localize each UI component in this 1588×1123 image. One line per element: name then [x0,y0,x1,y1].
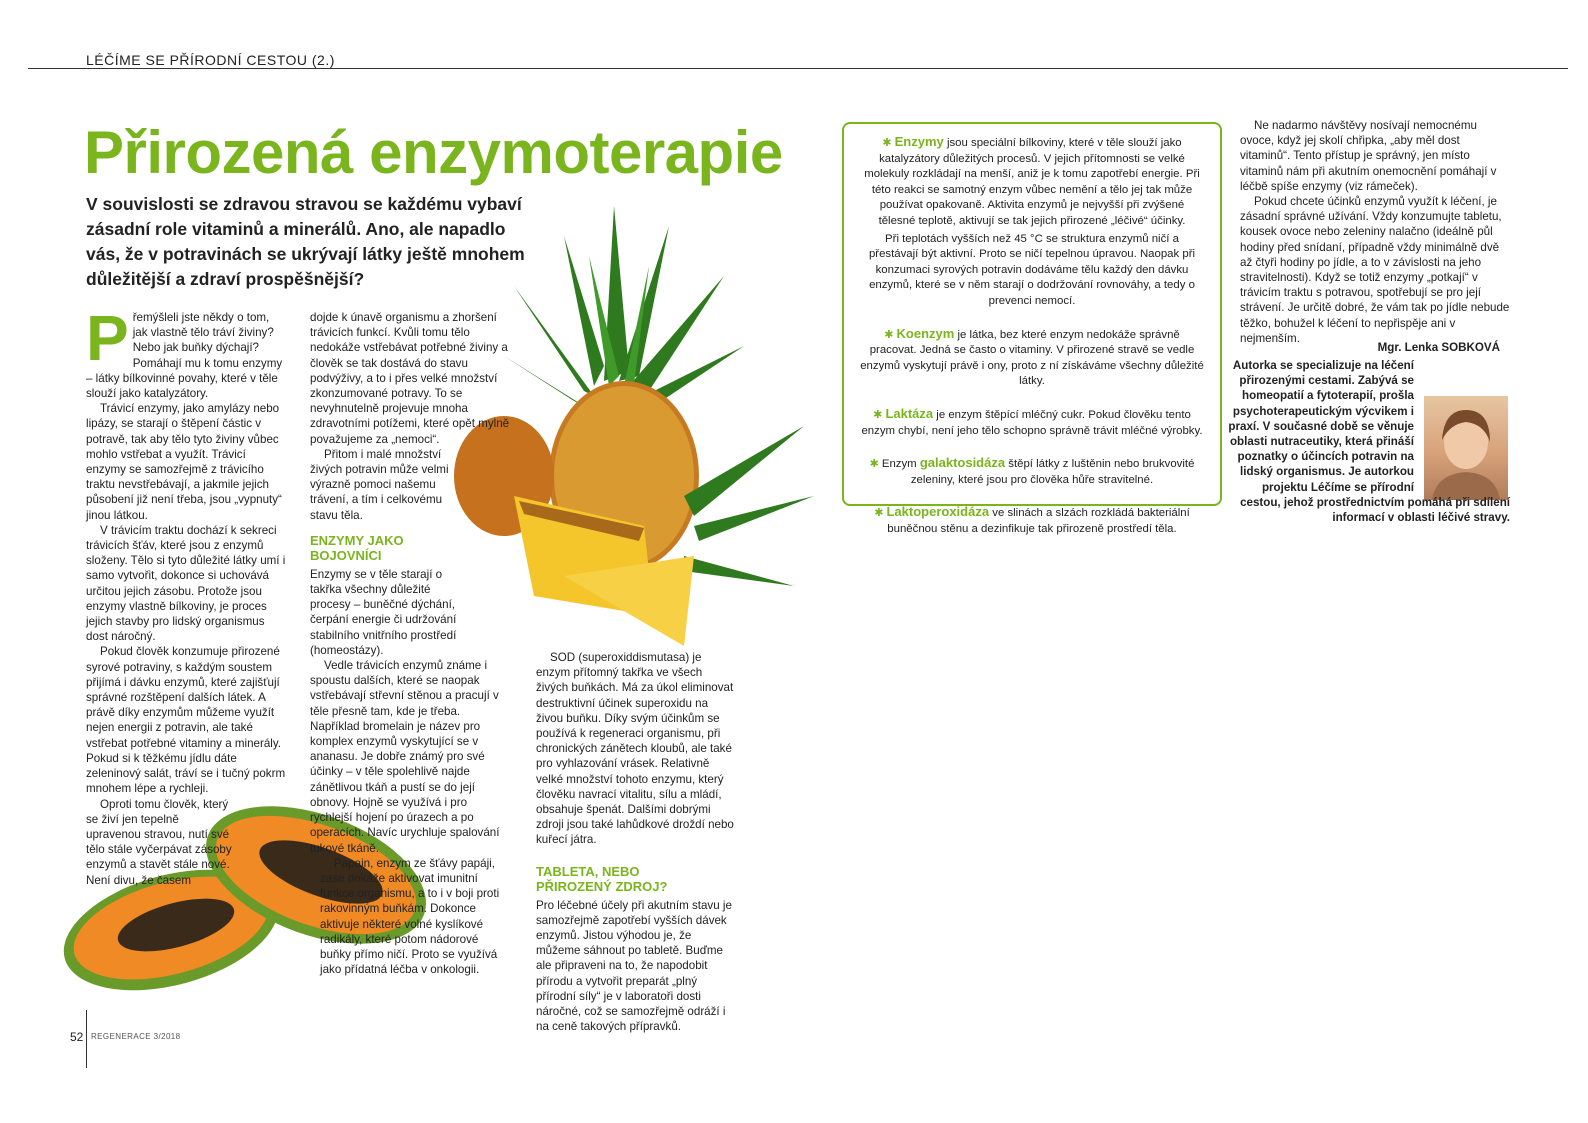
paragraph: Pro léčebné účely při akutním stavu je samozřejmě zapotřebí vyšších dávek enzymů. Jistou výhodou je, že můžeme sáhnout po tabletě. Buďme ale připraveni na to, že napodobit přírodu a vytvořit preparát „plný přírodní síly“ je v laboratoři dosti náročné, což se samozřejmě odráží i na ceně takových přípravků. [536,898,732,1034]
star-bullet-icon: ✱ [869,458,882,471]
article-column-1 [86,302,286,888]
enzyme-info-content [860,134,1204,539]
page-number: 52 [70,1030,84,1044]
article-column-3 [536,650,736,1034]
header-rule [28,68,1568,69]
enzyme-info-box [842,122,1222,535]
article-column-2 [310,310,510,977]
paragraph: Vedle trávicích enzymů známe i spoustu dalších, které se naopak vstřebávají střevní stěnou a pracují v těle přesně tam, kde je třeba. Například bromelain je název pro komplex enzymů vyskytující se v ananasu. Je dobře známý pro své účinky – v těle spolehlivě najde zánětlivou tkáň a pustí se do její obnovy. Hojně se využívá i pro rychlejší hojení po úrazech a po operacích. Navíc urychluje spalování tukové tkáně. [310,659,500,855]
star-bullet-icon: ✱ [873,408,886,421]
box-item-teplota: Při teplotách vyšších než 45 °C se struktura enzymů ničí a přestávají být aktivní. Proto se ničí tepelnou úpravou. Naopak při konzumaci syrových potravin dodáváme tělu každý den dávku enzymů, které se v něm starají o dodržování rovnováhy, a tedy o prevenci nemocí. [868,232,1196,307]
footer-rule [86,1010,87,1068]
paragraph: Pokud člověk konzumuje přirozené syrové potraviny, s každým soustem přijímá i dávku enzymů, které zajišťují správné rozštěpení dalších látek. A právě díky enzymům můžeme využít nejen energii z potravin, ale také vstřebat potřebné vitaminy a minerály. Pokud si k těžkému jídlu dáte zeleninový salát, tráví se i tučný pokrm mnohem lépe a rychleji. [86,645,286,796]
paragraph: Přitom i malé množství živých potravin může velmi výrazně pomoci našemu trávení, a tím i celkovému stavu těla. [310,447,449,522]
paragraph: řemýšleli jste někdy o tom, jak vlastně tělo tráví živiny? Nebo jak buňky dýchají? Pomáhají mu k tomu enzymy – látky bílkovinné povahy, které v těle slouží jako katalyzátory. [86,311,283,401]
author-name: Mgr. Lenka SOBKOVÁ [1377,341,1500,354]
star-bullet-icon: ✱ [882,137,895,149]
box-item-galaktosidaza: ✱ Enzym galaktosidáza štěpí látky z luštěnin nebo brukvovité zeleniny, které jsou pro člověka hůře stravitelné. [869,455,1195,486]
star-bullet-icon: ✱ [884,328,897,341]
magazine-issue: REGENERACE 3/2018 [91,1032,181,1041]
drop-cap: P [86,302,129,374]
section-label: LÉČÍME SE PŘÍRODNÍ CESTOU (2.) [86,52,335,68]
right-column [1240,118,1510,346]
box-item-enzymy: ✱ Enzymy jsou speciální bílkoviny, které v těle slouží jako katalyzátory důležitých procesů. V jejich přítomnosti se velké molekuly rozkládají na menší, aniž je k tomu zapotřebí energie. Při této reakci se samotný enzym vůbec nemění a tělo jej tak může používat opakovaně. Aktivita enzymů je nejvyšší při zvýšené tělesné teplotě, aktivují se tak jejich přirozené „léčivé“ účinky. [864,134,1200,227]
article-title: Přirozená enzymoterapie [84,119,783,186]
box-item-laktoperoxidaza: ✱ Laktoperoxidáza ve slinách a slzách rozkládá bakteriální buněčnou stěnu a dezinfikuje tak přirozeně prostředí těla. [874,504,1190,535]
paragraph: Papain, enzym ze šťávy papáji, zase dokáže aktivovat imunitní funkce organismu, a to i v boji proti rakovinným buňkám. Dokonce aktivuje některé volné kyslíkové radikály, které potom nádorové buňky přímo ničí. Proto se využívá jako přídatná léčba v onkologii. [320,856,500,977]
paragraph: dojde k únavě organismu a zhoršení trávicích funkcí. Kvůli tomu tělo nedokáže vstřebávat potřebné živiny a člověk se tak dostává do stavu podvýživy, a to i přes velké množství zkonzumované potravy. To se nevyhnutelně projevuje mnoha zdravotními potížemi, které opět mylně považujeme za „nemoci“. [310,311,510,446]
paragraph: V trávicím traktu dochází k sekreci trávicích šťáv, které jsou z enzymů složeny. Tělo si tyto důležité látky umí i samo vytvořit, dokonce si uchovává určitou jejich zásobu. Protože jsou enzymy vlastně bílkoviny, je proces jejich stavby pro lidský organismus dost náročný. [86,523,286,644]
paragraph: Ne nadarmo návštěvy nosívají nemocnému ovoce, když jej skolí chřipka, „aby měl dost vitaminů“. Tento přístup je správný, jen místo vitaminů nám při akutním onemocnění pomáhají v léčbě spíše enzymy (viz rámeček). [1240,119,1497,193]
photo-spacer [1414,388,1510,492]
paragraph: Enzymy se v těle starají o takřka všechny důležité procesy – buněčné dýchání, čerpání energie či udržování stabilního vnitřního prostředí (homeostázy). [310,567,457,657]
subheading-tableta: TABLETA, NEBO PŘIROZENÝ ZDROJ? [536,863,668,894]
paragraph: Pokud chcete účinků enzymů využít k léčení, je zásadní správné užívání. Vždy konzumujte tabletu, kousek ovoce nebo zeleniny nalačno (ideálně půl hodiny před snídaní, případně vždy minimálně dvě až čtyři hodiny po jídle, a to v závislosti na jeho stravitelnosti). Když se totiž enzymy „potkají“ v trávicím traktu s potravou, spotřebují se pro její strávení. Je určitě dobré, že vám tak po jídle nebude těžko, bohužel k léčení to nepřispěje ani v nejmenším. [1240,195,1510,345]
article-lead: V souvislosti se zdravou stravou se každému vybaví zásadní role vitaminů a minerálů. Ano, ale napadlo vás, že v potravinách se ukrývají látky ještě mnohem důležitější a zdraví prospěšnější? [86,194,525,289]
paragraph: Oproti tomu člověk, který se živí jen tepelně upravenou stravou, nutí své tělo stále vyčerpávat zásoby enzymů a stavět stále nové. Není divu, že časem [86,797,232,887]
star-bullet-icon: ✱ [874,507,887,520]
subheading-enzymy-jako-bojovnici: ENZYMY JAKO BOJOVNÍCI [310,532,404,563]
author-bio: Autorka se specializuje na léčení přirozenými cestami. Zabývá se homeopatií a fytoterapií, prošla psychoterapeutickým výcvikem i praxí. V současné době se věnuje oblasti nutraceutiky, která přináší poznatky o účincích potravin na lidský organismus. Je autorkou projektu Léčíme se přírodní cestou, jehož prostřednictvím pomáhá při sdílení informací v oblasti léčivé stravy. [1228,359,1510,525]
box-item-koenzym: ✱ Koenzym je látka, bez které enzym nedokáže správně pracovat. Jedná se často o vitaminy. V přirozené stravě se vedle enzymů vyskytují právě i ony, proto z ní získáváme všechny důležité látky. [860,325,1204,388]
paragraph: Trávicí enzymy, jako amylázy nebo lipázy, se starají o štěpení částic v potravě, tak aby tělo tyto živiny vůbec mohlo vstřebat a využít. Trávicí enzymy se samozřejmě z trávicího traktu nevstřebávají, a jakmile jejich působení již není třeba, jsou „vypnuty“ jinou látkou. [86,402,282,522]
box-item-laktaza: ✱ Laktáza je enzym štěpící mléčný cukr. Pokud člověku tento enzym chybí, není jeho tělo schopno správně trávit mléčné výrobky. [861,405,1203,437]
paragraph: SOD (superoxiddismutasa) je enzym přítomný takřka ve všech živých buňkách. Má za úkol eliminovat destruktivní účinek superoxidu na živou buňku. Díky svým účinkům se používá k regeneraci organismu, při chronických zánětech kloubů, ale také pro vyhlazování vrásek. Relativně velké množství tohoto enzymu, který člověku navrací vitalitu, sílu a mládí, obsahuje špenát. Dalšími dobrými zdroji jsou také lahůdkové droždí nebo kuřecí játra. [536,651,734,847]
